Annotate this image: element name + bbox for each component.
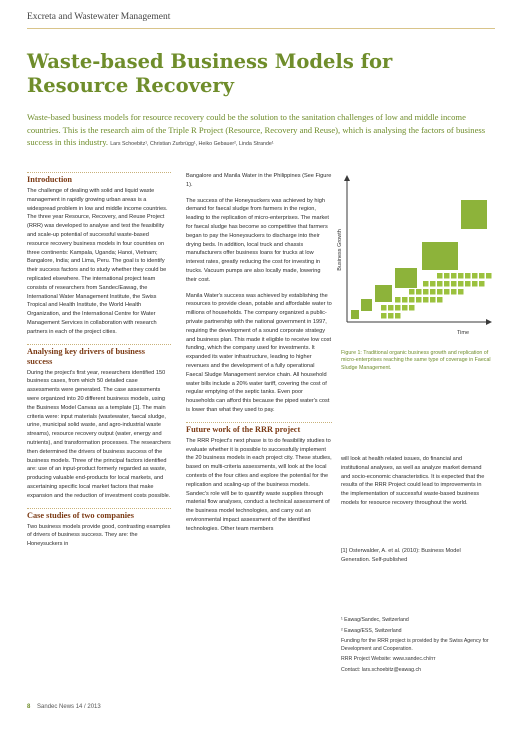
micro-block-2	[388, 313, 394, 319]
micro-block-7	[402, 305, 408, 311]
micro-block-38	[472, 273, 478, 279]
micro-block-35	[451, 273, 457, 279]
micro-block-8	[409, 305, 415, 311]
micro-block-32	[479, 281, 485, 287]
micro-block-33	[437, 273, 443, 279]
paragraph-introduction: The challenge of dealing with solid and liquid waste management in rapidly growing urban areas is a widespread problem in low and middle income countries. The three year Resource, Recovery, and Reuse Project (RRR) was developed to analyse and test the feasibility and scale-up potential of successful waste-based resource recovery business models in four countries on three continents: Kampala, Uganda; Hanoi, Vietnam; Bangalore, India; and Lima, Peru. The goal is to identify their success factors and to study whether they could be replicated elsewhere. The international project team consists of researchers from Sandec/Eawag, the International Water Management Institute, the Swiss Tropical and Health Institute, the World Health Organization, and the International Centre for Water Management Services in collaboration with research partners in each of the project cities.	[27, 188, 168, 335]
micro-block-31	[472, 281, 478, 287]
large-block-1	[351, 310, 359, 319]
lead-paragraph	[27, 111, 497, 151]
micro-block-5	[388, 305, 394, 311]
authors: Lars Schoebitz¹, Christian Zurbrügg¹, Heiko Gebauer², Linda Strande¹	[110, 141, 274, 147]
paragraph-honeysuckers: The success of the Honeysuckers was achieved by high demand for faecal sludge from farmers in the region, leading to the replication of micro-enterprises. The market for faecal sludge has become so competitive that farmers began to pay the Honeysuckers to discharge into their drying beds. In addition, local truck and chassis manufacturers offer business loans for trucks at low interest rates, greatly reducing the cost for investing in trucks. Vacuum pumps are also locally made, lowering their cost.	[186, 197, 329, 283]
lead-text: Waste-based business models for resource recovery could be the solution to the sanitation challenges of low and middle income countries. This is the research aim of the Triple R Project (Resource, Recovery and Reuse), which is analysing the factors of business success in this industry.	[27, 112, 486, 147]
figure-1-graphic	[337, 172, 497, 342]
header-divider	[27, 28, 495, 29]
micro-block-6	[395, 305, 401, 311]
paragraph-case-studies: Two business models provide good, contrasting examples of drivers of business success. They are: the Honeysuckers in	[27, 523, 171, 548]
issue-label: Sandec News 14 / 2013	[37, 704, 101, 710]
large-block-3	[375, 285, 392, 302]
micro-block-36	[458, 273, 464, 279]
heading-future-work: Future work of the RRR project	[186, 422, 332, 435]
affiliation-2: ² Eawag/ESS, Switzerland	[341, 627, 402, 634]
micro-block-12	[416, 297, 422, 303]
large-block-4	[395, 268, 417, 288]
paragraph-manila-water: Manila Water's success was achieved by establishing the resources to provide clean, potable and affordable water to millions of households. The company organized a public-private partnership with the national government in 1997, requiring the development of a sound corporate strategy and business plan. This made it eligible to receive low cost funding, which the company used for investments. It expanded its water infrastructure, leading to higher revenues and the development of a fully operational Faecal Sludge Management service chain. All household water bills include a 20% water tariff, covering the cost of regular emptying of the septic tanks. Even poor households can afford this because the piped water's cost is lower than what they used to pay.	[186, 292, 332, 413]
micro-block-9	[395, 297, 401, 303]
micro-block-39	[479, 273, 485, 279]
micro-block-18	[423, 289, 429, 295]
affiliation-1: ¹ Eawag/Sandec, Switzerland	[341, 617, 409, 623]
column-3	[341, 455, 489, 515]
heading-introduction: Introduction	[27, 172, 171, 185]
figure-1	[337, 172, 497, 342]
large-block-2	[361, 299, 372, 311]
page-number: 8	[27, 704, 31, 710]
paragraph-col2-1: Bangalore and Manila Water in the Philippines (See Figure 1).	[186, 173, 332, 188]
micro-block-37	[465, 273, 471, 279]
paragraph-continuation: will look at health related issues, do financial and institutional analyses, as well as analyze market demand and socio-economic characteristics. It is expected that the results of the RRR Project could lead to improvements in the implementation of successful waste-based business models for resource recovery throughout the world.	[341, 456, 485, 506]
micro-block-16	[409, 289, 415, 295]
project-website: RRR Project Website: www.sandec.ch/rrr	[341, 656, 436, 663]
micro-block-25	[430, 281, 436, 287]
figure-caption: Figure 1: Traditional organic business growth and replication of micro-enterprises reaching the same type of coverage in Faecal Sludge Management.	[341, 350, 491, 371]
micro-block-3	[395, 313, 401, 319]
column-2	[186, 172, 332, 540]
contact-email: Contact: lars.schoebitz@eawag.ch	[341, 666, 421, 673]
large-block-6	[461, 200, 487, 229]
micro-block-22	[451, 289, 457, 295]
micro-block-23	[458, 289, 464, 295]
reference-1: [1] Osterwalder, A. et al. (2010): Business Model Generation. Self-published	[341, 548, 461, 563]
micro-block-26	[437, 281, 443, 287]
micro-block-24	[423, 281, 429, 287]
micro-block-4	[381, 305, 387, 311]
large-block-5	[422, 242, 458, 270]
micro-block-20	[437, 289, 443, 295]
micro-block-21	[444, 289, 450, 295]
micro-block-1	[381, 313, 387, 319]
micro-block-19	[430, 289, 436, 295]
footnotes	[341, 617, 491, 678]
micro-block-40	[486, 273, 492, 279]
article-title: Waste-based Business Models for Resource Recovery	[27, 50, 393, 97]
paragraph-drivers: During the project's first year, researchers identified 150 business cases, from which 50 detailed case assessments were generated. The case assessments were organized into 20 different business models, using the Business Model Canvas as a template [1]. The main criteria were: input materials (wastewater, faecal sludge, urine, municipal solid waste, and agro-industrial waste streams), resource recovery output (water, energy and nutrients), and transformation processes. The researchers then determined the drivers of business success of the business models. Three of the principal factors identified are: use of an input-product formerly regarded as waste, producing valuable end-products for local markets, and ascertaining specific local market factors that make expansion and the reduction of investment costs possible.	[27, 369, 171, 499]
section-header: Excreta and Wastewater Management	[27, 12, 171, 22]
micro-block-11	[409, 297, 415, 303]
column-1	[27, 172, 171, 556]
micro-block-13	[423, 297, 429, 303]
micro-block-28	[451, 281, 457, 287]
heading-case-studies: Case studies of two companies	[27, 508, 171, 521]
page-footer	[27, 704, 101, 710]
y-axis-label: Business Growth	[337, 229, 343, 271]
micro-block-27	[444, 281, 450, 287]
funding-note: Funding for the RRR project is provided by the Swiss Agency for Development and Cooperation.	[341, 638, 489, 652]
micro-block-30	[465, 281, 471, 287]
paragraph-future-work: The RRR Project's next phase is to do feasibility studies to evaluate whether it is possible to successfully implement the 20 business models in each project city. These studies, based on multi-criteria assessments, will look at the local contexts of the four cities and explore the potential for the replication and scaling-up of the business models. Sandec's role will be to quantify waste supplies through material flow analyses, conduct a technical assessment of the business model technologies, and carry out an environmental impact assessment of the identified technologies. Other team members	[186, 437, 332, 532]
micro-block-29	[458, 281, 464, 287]
micro-block-17	[416, 289, 422, 295]
x-axis-label: Time	[457, 330, 470, 336]
heading-drivers: Analysing key drivers of business success	[27, 344, 171, 367]
micro-block-34	[444, 273, 450, 279]
micro-block-10	[402, 297, 408, 303]
micro-block-14	[430, 297, 436, 303]
micro-block-15	[437, 297, 443, 303]
